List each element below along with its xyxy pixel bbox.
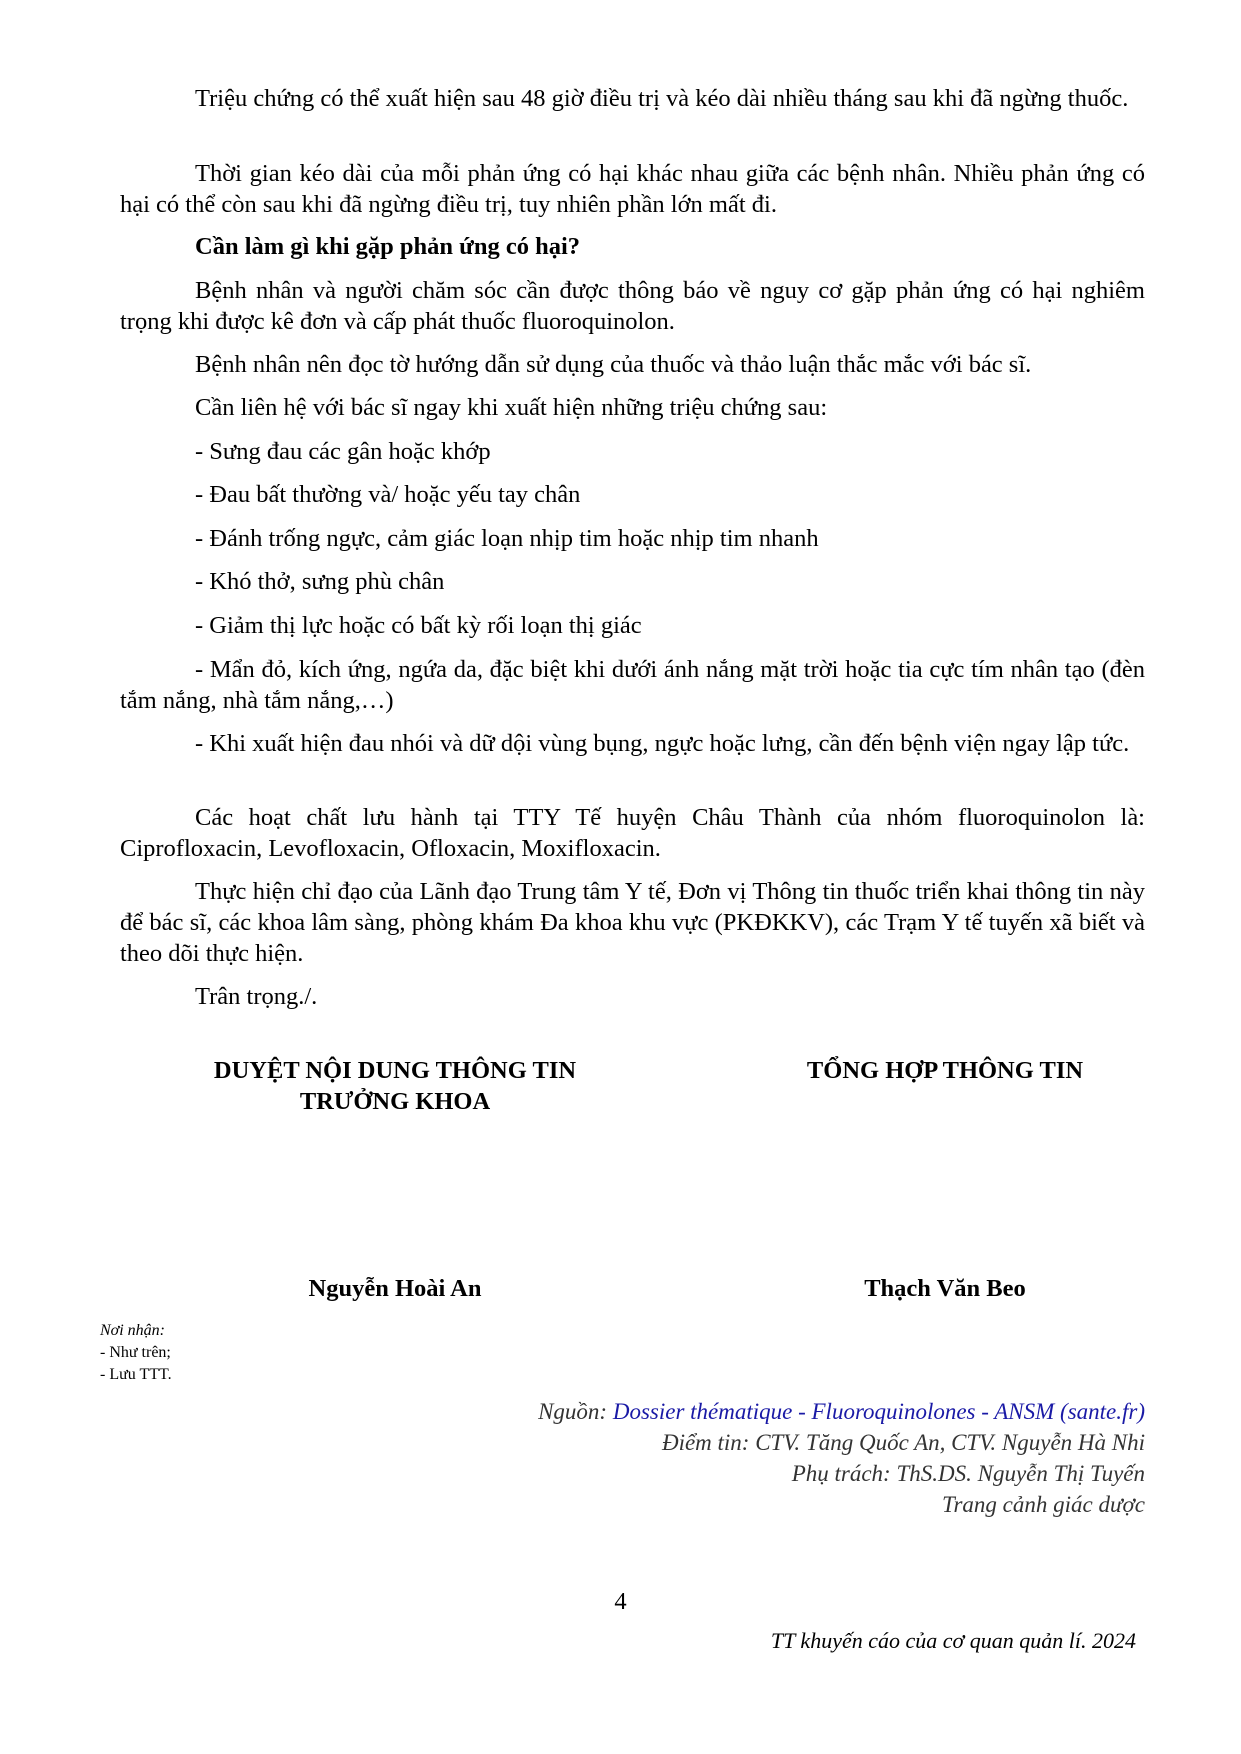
source-editors: Điểm tin: CTV. Tăng Quốc An, CTV. Nguyễn Hà Nhi [661,1430,1145,1455]
symptom-item: - Sưng đau các gân hoặc khớp [195,438,491,465]
symptom-item: - Khó thở, sưng phù chân [195,568,445,595]
source-page: Trang cảnh giác dược [941,1492,1145,1517]
symptom-item: - Mẩn đỏ, kích ứng, ngứa da, đặc biệt khi dưới ánh nắng mặt trời hoặc tia cực tím nhân tạo (đèn tắm nắng, nhà tắm nắng,…) [120,656,1145,714]
symptom-item: - Đánh trống ngực, cảm giác loạn nhịp tim hoặc nhịp tim nhanh [195,525,819,552]
page-footer: TT khuyến cáo của cơ quan quản lí. 2024 [770,1628,1136,1653]
paragraph-duration: Thời gian kéo dài của mỗi phản ứng có hại khác nhau giữa các bệnh nhân. Nhiều phản ứng có hại có thể còn sau khi đã ngừng điều trị, tuy nhiên phần lớn mất đi. [120,160,1145,218]
paragraph-contact-doctor: Cần liên hệ với bác sĩ ngay khi xuất hiện những triệu chứng sau: [195,394,828,421]
source-line [538,1396,1145,1427]
section-heading: Cần làm gì khi gặp phản ứng có hại? [195,233,581,260]
paragraph-implementation: Thực hiện chỉ đạo của Lãnh đạo Trung tâm Y tế, Đơn vị Thông tin thuốc triển khai thông tin này để bác sĩ, các khoa lâm sàng, phòng khám Đa khoa khu vực (PKĐKKV), các Trạm Y tế tuyến xã biết và theo dõi thực hiện. [120,878,1145,967]
source-supervisor: Phụ trách: ThS.DS. Nguyễn Thị Tuyến [791,1461,1145,1486]
recipient-item: - Lưu TTT. [100,1366,172,1383]
source-link[interactable]: Dossier thématique - Fluoroquinolones - ANSM (sante.fr) [612,1399,1145,1424]
symptom-item: - Đau bất thường và/ hoặc yếu tay chân [195,481,581,508]
source-prefix: Nguồn: [538,1399,613,1424]
recipients-label: Nơi nhận: [100,1322,165,1339]
closing-text: Trân trọng./. [195,983,318,1010]
symptom-item: - Giảm thị lực hoặc có bất kỳ rối loạn thị giác [195,612,642,639]
symptom-item: - Khi xuất hiện đau nhói và dữ dội vùng bụng, ngực hoặc lưng, cần đến bệnh viện ngay lập tức. [195,730,1130,757]
page-number: 4 [614,1588,627,1615]
recipient-item: - Như trên; [100,1344,171,1361]
paragraph-read-leaflet: Bệnh nhân nên đọc tờ hướng dẫn sử dụng của thuốc và thảo luận thắc mắc với bác sĩ. [195,351,1032,378]
paragraph-active-ingredients: Các hoạt chất lưu hành tại TTY Tế huyện Châu Thành của nhóm fluoroquinolon là: Ciprofloxacin, Levofloxacin, Ofloxacin, Moxifloxacin. [120,804,1145,862]
left-signer-name: Nguyễn Hoài An [308,1275,482,1302]
paragraph-symptom-onset: Triệu chứng có thể xuất hiện sau 48 giờ điều trị và kéo dài nhiều tháng sau khi đã ngừng thuốc. [195,85,1129,112]
paragraph-patient-info: Bệnh nhân và người chăm sóc cần được thông báo về nguy cơ gặp phản ứng có hại nghiêm trọng khi được kê đơn và cấp phát thuốc fluoroquinolon. [120,277,1145,335]
right-signature-title: TỔNG HỢP THÔNG TIN [806,1057,1084,1084]
right-signer-name: Thạch Văn Beo [864,1275,1026,1302]
left-signature-subtitle: TRƯỞNG KHOA [299,1088,491,1115]
left-signature-title: DUYỆT NỘI DUNG THÔNG TIN [213,1057,577,1084]
